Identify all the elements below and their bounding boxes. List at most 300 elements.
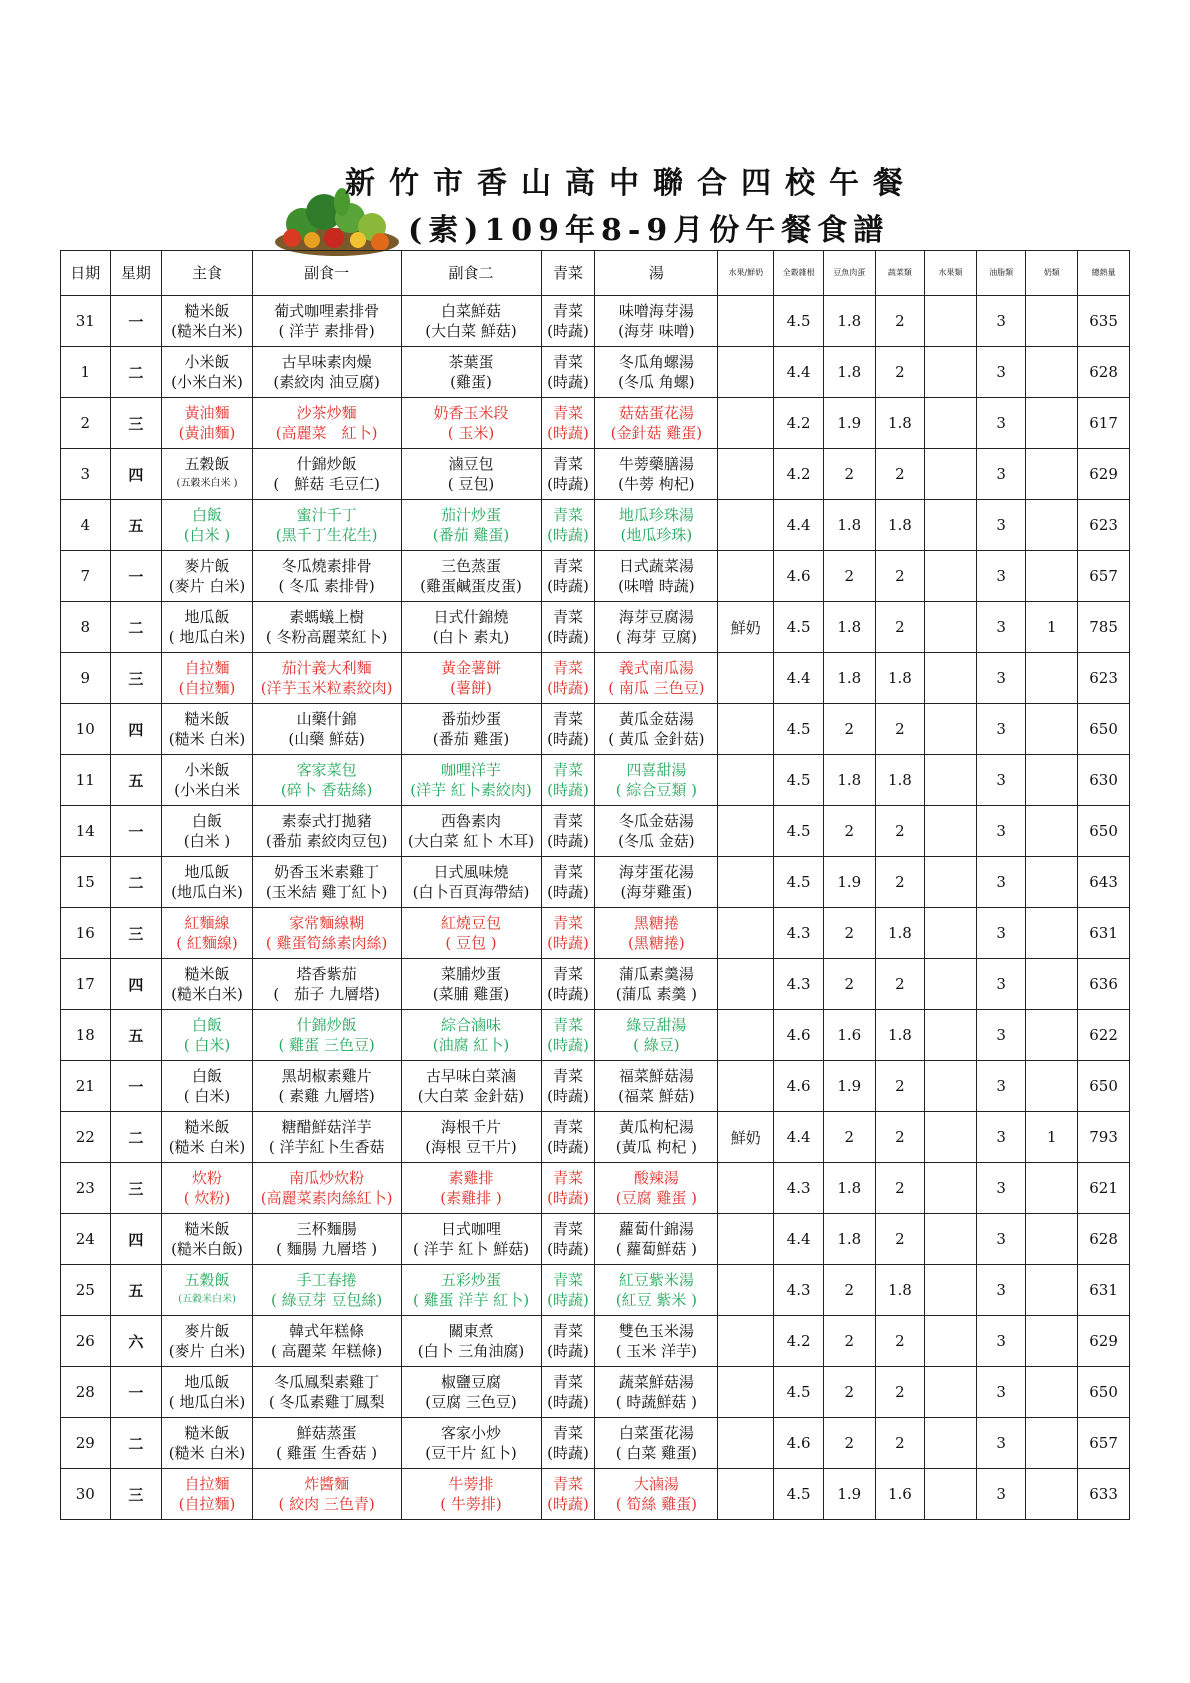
date-cell: 14 [61, 806, 111, 857]
milk-cell [1026, 1265, 1078, 1316]
veg-cell: 2 [875, 1418, 925, 1469]
grain-cell: 4.4 [774, 500, 824, 551]
date-cell: 1 [61, 347, 111, 398]
kcal-cell: 793 [1078, 1112, 1130, 1163]
staple-cell [162, 653, 253, 704]
protein-cell: 1.8 [823, 347, 875, 398]
side2-cell-line: (番茄 雞蛋) [432, 526, 510, 544]
soup-cell-line: 大滷湯 [633, 1475, 679, 1493]
soup-cell-line: ( 綠豆) [633, 1036, 680, 1054]
protein-cell: 1.9 [823, 1061, 875, 1112]
veg-cell: 1.8 [875, 1010, 925, 1061]
staple-cell-line: 糙米飯 [184, 1424, 230, 1442]
oil-cell: 3 [976, 449, 1026, 500]
protein-cell: 2 [823, 704, 875, 755]
greens-cell-line: 青菜 [553, 506, 584, 524]
soup-cell-line: (黑糖捲) [628, 934, 685, 952]
greens-cell-line: (時蔬) [547, 322, 589, 340]
grain-cell: 4.2 [774, 398, 824, 449]
date-cell: 17 [61, 959, 111, 1010]
date-cell: 16 [61, 908, 111, 959]
staple-cell-line: ( 地瓜白米) [168, 628, 246, 646]
fruit-milk-cell [718, 1418, 774, 1469]
side2-cell-line: (大白菜 紅卜 木耳) [407, 832, 535, 850]
header-staple: 主食 [162, 251, 253, 296]
side1-cell-line: ( 冬粉高麗菜紅卜) [265, 628, 388, 646]
veg-cell: 2 [875, 704, 925, 755]
table-row [61, 1061, 1130, 1112]
weekday-cell: 二 [110, 857, 162, 908]
fruit-cell [925, 1214, 977, 1265]
staple-cell [162, 602, 253, 653]
oil-cell: 3 [976, 1112, 1026, 1163]
soup-cell-line: (黃瓜 枸杞 ) [615, 1138, 697, 1156]
protein-cell: 1.9 [823, 398, 875, 449]
weekday-cell: 三 [110, 908, 162, 959]
kcal-cell: 622 [1078, 1010, 1130, 1061]
grain-cell: 4.3 [774, 959, 824, 1010]
staple-cell-line: ( 地瓜白米) [168, 1393, 246, 1411]
grain-cell: 4.5 [774, 857, 824, 908]
table-row [61, 755, 1130, 806]
protein-cell: 2 [823, 806, 875, 857]
oil-cell: 3 [976, 1061, 1026, 1112]
date-cell: 7 [61, 551, 111, 602]
side2-cell-line: (海根 豆干片) [425, 1138, 517, 1156]
side2-cell [401, 1112, 541, 1163]
greens-cell [541, 908, 595, 959]
protein-cell: 2 [823, 1418, 875, 1469]
title-line2: (素)109年8-9月份午餐食譜 [408, 213, 890, 248]
grain-cell: 4.4 [774, 347, 824, 398]
staple-cell-line: 麥片飯 [184, 557, 230, 575]
side1-cell-line: 鮮菇蒸蛋 [296, 1424, 357, 1442]
staple-cell-line: 自拉麵 [184, 659, 230, 677]
staple-cell [162, 755, 253, 806]
greens-cell [541, 959, 595, 1010]
soup-cell [595, 398, 718, 449]
soup-cell-line: 日式蔬菜湯 [618, 557, 694, 575]
side1-cell [252, 1112, 401, 1163]
fruit-cell [925, 602, 977, 653]
soup-cell-line: 酸辣湯 [633, 1169, 679, 1187]
side2-cell-line: 關東煮 [448, 1322, 494, 1340]
side2-cell-line: (大白菜 鮮菇) [425, 322, 517, 340]
side2-cell-line: (素雞排 ) [440, 1189, 502, 1207]
oil-cell: 3 [976, 347, 1026, 398]
table-row [61, 602, 1130, 653]
side1-cell-line: (高麗菜素肉絲紅卜) [260, 1189, 393, 1207]
greens-cell-line: 青菜 [553, 455, 584, 473]
header-grain: 全穀雜根 [774, 251, 824, 296]
side1-cell [252, 500, 401, 551]
soup-cell-line: (金針菇 雞蛋) [610, 424, 703, 442]
staple-cell-line: (糙米 白米) [168, 1138, 246, 1156]
header-side2: 副食二 [401, 251, 541, 296]
soup-cell-line: (海芽 味噌) [618, 322, 695, 340]
veg-cell: 2 [875, 602, 925, 653]
soup-cell-line: (福菜 鮮菇) [618, 1087, 695, 1105]
date-cell: 24 [61, 1214, 111, 1265]
grain-cell: 4.6 [774, 1061, 824, 1112]
side1-cell-line: 沙茶炒麵 [296, 404, 357, 422]
side1-cell-line: ( 高麗菜 年糕條) [271, 1342, 383, 1360]
table-row [61, 959, 1130, 1010]
staple-cell [162, 296, 253, 347]
milk-cell [1026, 500, 1078, 551]
side1-cell-line: ( 麵腸 九層塔 ) [276, 1240, 378, 1258]
side1-cell-line: (玉米結 雞丁紅卜) [265, 883, 388, 901]
side1-cell-line: 葡式咖哩素排骨 [274, 302, 380, 320]
greens-cell-line: 青菜 [553, 557, 584, 575]
side1-cell-line: 蜜汁千丁 [296, 506, 357, 524]
oil-cell: 3 [976, 1010, 1026, 1061]
side1-cell-line: ( 雞蛋 三色豆) [278, 1036, 375, 1054]
side1-cell-line: 古早味素肉燥 [281, 353, 372, 371]
fruit-milk-cell [718, 296, 774, 347]
fruit-cell [925, 1367, 977, 1418]
staple-cell-line: ( 白米) [183, 1087, 231, 1105]
greens-cell [541, 653, 595, 704]
header-oil: 油脂類 [976, 251, 1026, 296]
fruit-milk-cell [718, 704, 774, 755]
veg-cell: 2 [875, 1367, 925, 1418]
staple-cell-line: 白飯 [192, 506, 223, 524]
fruit-cell [925, 755, 977, 806]
staple-cell [162, 704, 253, 755]
soup-cell-line: 蘿蔔什錦湯 [618, 1220, 694, 1238]
kcal-cell: 636 [1078, 959, 1130, 1010]
header-kcal: 總熱量 [1078, 251, 1130, 296]
soup-cell-line: 四喜甜湯 [626, 761, 687, 779]
side1-cell [252, 1061, 401, 1112]
side2-cell [401, 1214, 541, 1265]
milk-cell [1026, 1061, 1078, 1112]
side1-cell-line: (素絞肉 油豆腐) [273, 373, 380, 391]
weekday-cell: 五 [110, 1010, 162, 1061]
side2-cell-line: 素雞排 [448, 1169, 494, 1187]
greens-cell-line: (時蔬) [547, 1036, 589, 1054]
grain-cell: 4.4 [774, 1214, 824, 1265]
protein-cell: 1.9 [823, 857, 875, 908]
greens-cell-line: 青菜 [553, 1373, 584, 1391]
greens-cell-line: (時蔬) [547, 1444, 589, 1462]
side2-cell-line: 綜合滷味 [441, 1016, 502, 1034]
weekday-cell: 三 [110, 653, 162, 704]
soup-cell-line: ( 蘿蔔鮮菇 ) [615, 1240, 697, 1258]
staple-cell-line: (黃油麵) [178, 424, 236, 442]
weekday-cell: 五 [110, 500, 162, 551]
side1-cell-line: ( 雞蛋筍絲素肉絲) [265, 934, 388, 952]
greens-cell [541, 449, 595, 500]
side1-cell-line: 冬瓜燒素排骨 [281, 557, 372, 575]
milk-cell [1026, 551, 1078, 602]
side2-cell-line: 五彩炒蛋 [441, 1271, 502, 1289]
weekday-cell: 一 [110, 1061, 162, 1112]
staple-cell-line: ( 炊粉) [183, 1189, 231, 1207]
greens-cell-line: 青菜 [553, 1475, 584, 1493]
weekday-cell: 二 [110, 602, 162, 653]
fruit-milk-cell [718, 653, 774, 704]
date-cell: 22 [61, 1112, 111, 1163]
fruit-milk-cell [718, 1469, 774, 1520]
grain-cell: 4.5 [774, 704, 824, 755]
staple-cell-line: 地瓜飯 [184, 863, 230, 881]
side2-cell-line: 白菜鮮菇 [441, 302, 502, 320]
weekday-cell: 四 [110, 1214, 162, 1265]
staple-cell [162, 500, 253, 551]
staple-cell-line: 黃油麵 [184, 404, 230, 422]
oil-cell: 3 [976, 1214, 1026, 1265]
header-greens: 青菜 [541, 251, 595, 296]
weekday-cell: 五 [110, 755, 162, 806]
staple-cell-line: 紅麵線 [184, 914, 230, 932]
protein-cell: 2 [823, 1265, 875, 1316]
greens-cell-line: 青菜 [553, 914, 584, 932]
oil-cell: 3 [976, 1316, 1026, 1367]
side2-cell-line: (雞蛋鹹蛋皮蛋) [420, 577, 522, 595]
date-cell: 26 [61, 1316, 111, 1367]
side1-cell-line: ( 洋芋紅卜生香菇 [268, 1138, 385, 1156]
kcal-cell: 617 [1078, 398, 1130, 449]
kcal-cell: 623 [1078, 500, 1130, 551]
milk-cell [1026, 1367, 1078, 1418]
fruit-cell [925, 1418, 977, 1469]
side1-cell [252, 908, 401, 959]
side1-cell [252, 347, 401, 398]
soup-cell-line: 雙色玉米湯 [618, 1322, 694, 1340]
veg-cell: 2 [875, 449, 925, 500]
table-row [61, 1316, 1130, 1367]
side2-cell-line: 三色蒸蛋 [441, 557, 502, 575]
staple-cell-line: 糙米飯 [184, 302, 230, 320]
greens-cell [541, 1469, 595, 1520]
side1-cell-line: (高麗菜 紅卜) [275, 424, 378, 442]
staple-cell-line: 糙米飯 [184, 965, 230, 983]
header-soup: 湯 [595, 251, 718, 296]
table-row [61, 1010, 1130, 1061]
greens-cell-line: 青菜 [553, 1169, 584, 1187]
date-cell: 2 [61, 398, 111, 449]
protein-cell: 2 [823, 908, 875, 959]
staple-cell-line: (地瓜白米) [171, 883, 243, 901]
greens-cell [541, 500, 595, 551]
kcal-cell: 631 [1078, 908, 1130, 959]
table-row [61, 1469, 1130, 1520]
side1-cell-line: 素泰式打拋豬 [281, 812, 372, 830]
date-cell: 30 [61, 1469, 111, 1520]
soup-cell-line: (紅豆 紫米 ) [615, 1291, 697, 1309]
staple-cell-line: (五穀米白米) [178, 1294, 236, 1305]
staple-cell [162, 806, 253, 857]
fruit-milk-cell [718, 1061, 774, 1112]
fruit-cell [925, 398, 977, 449]
weekday-cell: 五 [110, 1265, 162, 1316]
greens-cell [541, 755, 595, 806]
weekday-cell: 一 [110, 551, 162, 602]
oil-cell: 3 [976, 1265, 1026, 1316]
menu-body [61, 296, 1130, 1520]
soup-cell [595, 551, 718, 602]
soup-cell [595, 653, 718, 704]
side1-cell [252, 857, 401, 908]
protein-cell: 1.8 [823, 296, 875, 347]
table-row [61, 551, 1130, 602]
soup-cell [595, 806, 718, 857]
greens-cell-line: 青菜 [553, 608, 584, 626]
soup-cell-line: ( 黃瓜 金針菇) [608, 730, 705, 748]
side2-cell [401, 1010, 541, 1061]
fruit-cell [925, 1265, 977, 1316]
fruit-milk-cell [718, 500, 774, 551]
milk-cell: 1 [1026, 1112, 1078, 1163]
veg-cell: 2 [875, 347, 925, 398]
side2-cell-line: 紅燒豆包 [441, 914, 502, 932]
greens-cell-line: (時蔬) [547, 1240, 589, 1258]
fruit-milk-cell [718, 1010, 774, 1061]
grain-cell: 4.2 [774, 449, 824, 500]
staple-cell-line: (自拉麵) [178, 679, 236, 697]
grain-cell: 4.3 [774, 1265, 824, 1316]
side2-cell-line: (油腐 紅卜) [432, 1036, 510, 1054]
greens-cell-line: 青菜 [553, 302, 584, 320]
table-row [61, 908, 1130, 959]
header-protein: 豆魚肉蛋 [823, 251, 875, 296]
greens-cell-line: 青菜 [553, 965, 584, 983]
greens-cell-line: (時蔬) [547, 1393, 589, 1411]
header-weekday: 星期 [110, 251, 162, 296]
fruit-cell [925, 1316, 977, 1367]
side1-cell-line: (黑千丁生花生) [275, 526, 378, 544]
table-row [61, 653, 1130, 704]
greens-cell-line: (時蔬) [547, 883, 589, 901]
staple-cell [162, 1112, 253, 1163]
side2-cell [401, 1469, 541, 1520]
date-cell: 4 [61, 500, 111, 551]
side2-cell-line: 客家小炒 [441, 1424, 502, 1442]
side1-cell [252, 602, 401, 653]
staple-cell-line: 糙米飯 [184, 1220, 230, 1238]
veg-cell: 2 [875, 551, 925, 602]
kcal-cell: 629 [1078, 1316, 1130, 1367]
soup-cell-line: (海芽雞蛋) [620, 883, 693, 901]
side2-cell [401, 704, 541, 755]
staple-cell [162, 1367, 253, 1418]
side1-cell [252, 1469, 401, 1520]
fruit-milk-cell: 鮮奶 [718, 1112, 774, 1163]
table-row [61, 704, 1130, 755]
oil-cell: 3 [976, 500, 1026, 551]
fruit-cell [925, 1112, 977, 1163]
grain-cell: 4.6 [774, 1010, 824, 1061]
date-cell: 15 [61, 857, 111, 908]
soup-cell-line: 蒲瓜素羹湯 [618, 965, 694, 983]
greens-cell [541, 1367, 595, 1418]
side1-cell [252, 959, 401, 1010]
kcal-cell: 650 [1078, 806, 1130, 857]
milk-cell [1026, 755, 1078, 806]
side2-cell-line: (白卜 三角油腐) [417, 1342, 525, 1360]
soup-cell [595, 347, 718, 398]
greens-cell [541, 602, 595, 653]
soup-cell-line: ( 時蔬鮮菇 ) [615, 1393, 697, 1411]
date-cell: 18 [61, 1010, 111, 1061]
fruit-cell [925, 500, 977, 551]
milk-cell [1026, 959, 1078, 1010]
greens-cell-line: (時蔬) [547, 1189, 589, 1207]
side2-cell [401, 1418, 541, 1469]
side1-cell [252, 1316, 401, 1367]
staple-cell-line: 白飯 [192, 812, 223, 830]
greens-cell-line: 青菜 [553, 710, 584, 728]
soup-cell [595, 908, 718, 959]
milk-cell [1026, 806, 1078, 857]
fruit-cell [925, 449, 977, 500]
staple-cell [162, 1163, 253, 1214]
fruit-milk-cell: 鮮奶 [718, 602, 774, 653]
side1-cell [252, 1163, 401, 1214]
side1-cell-line: 客家菜包 [296, 761, 357, 779]
side2-cell-line: 日式風味燒 [433, 863, 509, 881]
side2-cell-line: 古早味白菜滷 [426, 1067, 517, 1085]
oil-cell: 3 [976, 1163, 1026, 1214]
weekday-cell: 四 [110, 959, 162, 1010]
header-fruit-milk: 水果/鮮奶 [718, 251, 774, 296]
fruit-milk-cell [718, 1214, 774, 1265]
fruit-milk-cell [718, 959, 774, 1010]
side1-cell [252, 296, 401, 347]
fruit-milk-cell [718, 398, 774, 449]
side2-cell-line: (菜脯 雞蛋) [432, 985, 510, 1003]
fruit-milk-cell [718, 551, 774, 602]
side2-cell [401, 857, 541, 908]
veg-cell: 1.8 [875, 398, 925, 449]
greens-cell-line: 青菜 [553, 659, 584, 677]
soup-cell-line: 綠豆甜湯 [626, 1016, 687, 1034]
header-milk: 奶類 [1026, 251, 1078, 296]
title-block [0, 150, 1190, 250]
greens-cell-line: (時蔬) [547, 730, 589, 748]
greens-cell [541, 347, 595, 398]
oil-cell: 3 [976, 704, 1026, 755]
soup-cell-line: ( 海芽 豆腐) [615, 628, 697, 646]
soup-cell [595, 1112, 718, 1163]
date-cell: 25 [61, 1265, 111, 1316]
side2-cell-line: ( 玉米) [447, 424, 495, 442]
side2-cell [401, 500, 541, 551]
grain-cell: 4.5 [774, 296, 824, 347]
weekday-cell: 四 [110, 449, 162, 500]
soup-cell [595, 296, 718, 347]
greens-cell-line: (時蔬) [547, 985, 589, 1003]
soup-cell [595, 1163, 718, 1214]
veg-cell: 1.8 [875, 500, 925, 551]
oil-cell: 3 [976, 1367, 1026, 1418]
soup-cell [595, 1214, 718, 1265]
soup-cell-line: 冬瓜角螺湯 [618, 353, 694, 371]
kcal-cell: 785 [1078, 602, 1130, 653]
fruit-milk-cell [718, 908, 774, 959]
milk-cell [1026, 704, 1078, 755]
staple-cell-line: (糙米白飯) [171, 1240, 243, 1258]
staple-cell [162, 398, 253, 449]
greens-cell [541, 398, 595, 449]
side2-cell-line: (豆干片 紅卜) [425, 1444, 517, 1462]
side1-cell-line: 冬瓜鳳梨素雞丁 [274, 1373, 380, 1391]
side1-cell [252, 704, 401, 755]
soup-cell [595, 1010, 718, 1061]
oil-cell: 3 [976, 296, 1026, 347]
